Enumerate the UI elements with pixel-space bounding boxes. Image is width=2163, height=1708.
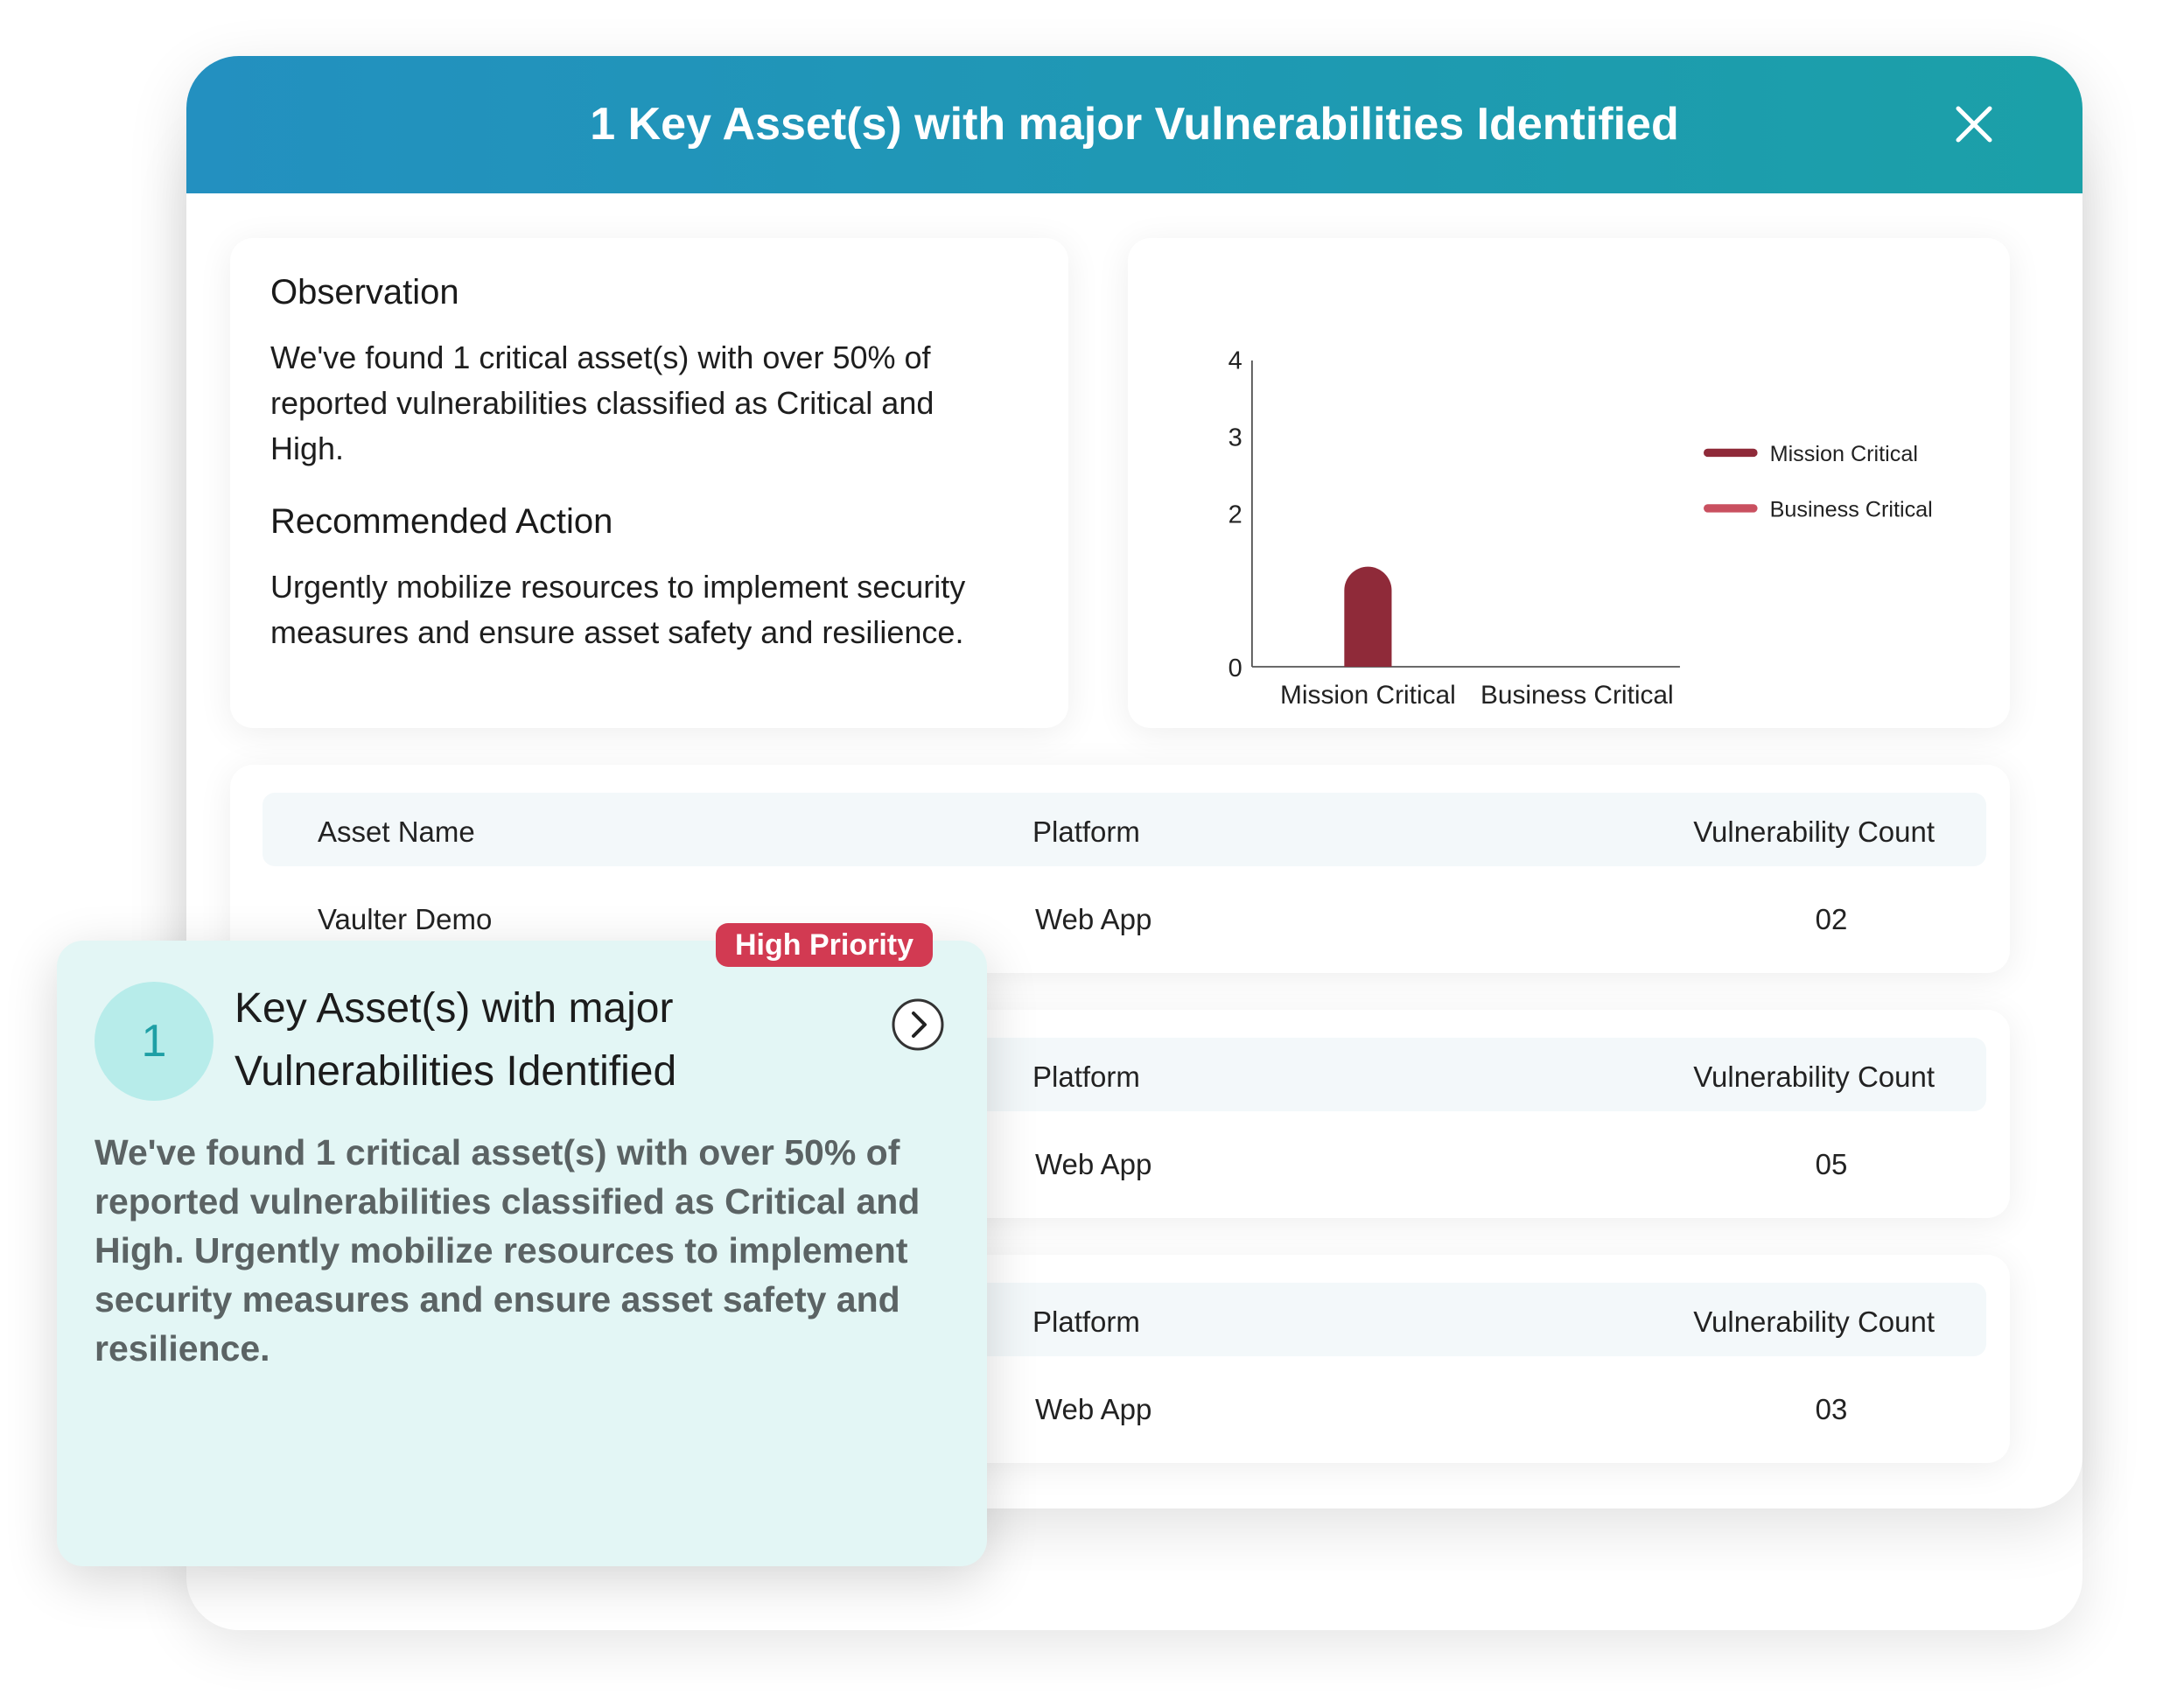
x-tick-label: Mission Critical bbox=[1280, 681, 1456, 710]
recommended-action-heading: Recommended Action bbox=[270, 502, 613, 541]
insight-number: 1 bbox=[94, 982, 214, 1101]
row-asset-name: Vaulter Demo bbox=[318, 903, 493, 935]
recommended-action-text: Urgently mobilize resources to implement security measures and ensure asset safety and resilience. bbox=[270, 569, 966, 650]
row-vulnerability-count: 03 bbox=[1815, 1393, 1848, 1425]
close-icon[interactable] bbox=[1951, 102, 1997, 147]
observation-card bbox=[230, 238, 1068, 728]
insight-title: Key Asset(s) with major Vulnerabilities Identified bbox=[234, 985, 677, 1095]
vulnerability-chart bbox=[1128, 238, 2010, 728]
chart-card bbox=[1128, 238, 2010, 728]
header-vulnerability-count: Vulnerability Count bbox=[1693, 1306, 1935, 1338]
x-tick-label: Business Critical bbox=[1480, 681, 1674, 710]
insight-text: We've found 1 critical asset(s) with over 50% of reported vulnerabilities classified as Critical and High. Urgently mobilize resources to implement security measures and ensure asset safety and resilience. bbox=[94, 1132, 920, 1368]
row-platform: Web App bbox=[1035, 903, 1152, 935]
y-tick-label: 0 bbox=[1228, 654, 1242, 683]
legend-label: Business Critical bbox=[1769, 497, 1933, 522]
legend-label: Mission Critical bbox=[1769, 441, 1918, 466]
observation-heading: Observation bbox=[270, 273, 459, 312]
insight-card[interactable] bbox=[57, 941, 987, 1566]
modal-title: 1 Key Asset(s) with major Vulnerabilities Identified bbox=[590, 99, 1679, 150]
header-platform: Platform bbox=[1032, 1306, 1140, 1338]
row-platform: Web App bbox=[1035, 1148, 1152, 1180]
y-tick-label: 4 bbox=[1228, 346, 1242, 375]
bar-mission-critical bbox=[1344, 567, 1391, 667]
row-vulnerability-count: 02 bbox=[1815, 903, 1848, 935]
row-vulnerability-count: 05 bbox=[1815, 1148, 1848, 1180]
row-platform: Web App bbox=[1035, 1393, 1152, 1425]
header-platform: Platform bbox=[1032, 1060, 1140, 1093]
header-vulnerability-count: Vulnerability Count bbox=[1693, 1060, 1935, 1093]
chevron-right-icon[interactable] bbox=[890, 997, 946, 1053]
header-platform: Platform bbox=[1032, 816, 1140, 848]
header-vulnerability-count: Vulnerability Count bbox=[1693, 816, 1935, 848]
high-priority-badge: High Priority bbox=[716, 923, 933, 967]
y-tick-label: 2 bbox=[1228, 500, 1242, 529]
y-tick-label: 3 bbox=[1228, 424, 1242, 452]
observation-text: We've found 1 critical asset(s) with over 50% of reported vulnerabilities classified as Critical and High. bbox=[270, 340, 934, 466]
header-asset-name: Asset Name bbox=[318, 816, 475, 848]
